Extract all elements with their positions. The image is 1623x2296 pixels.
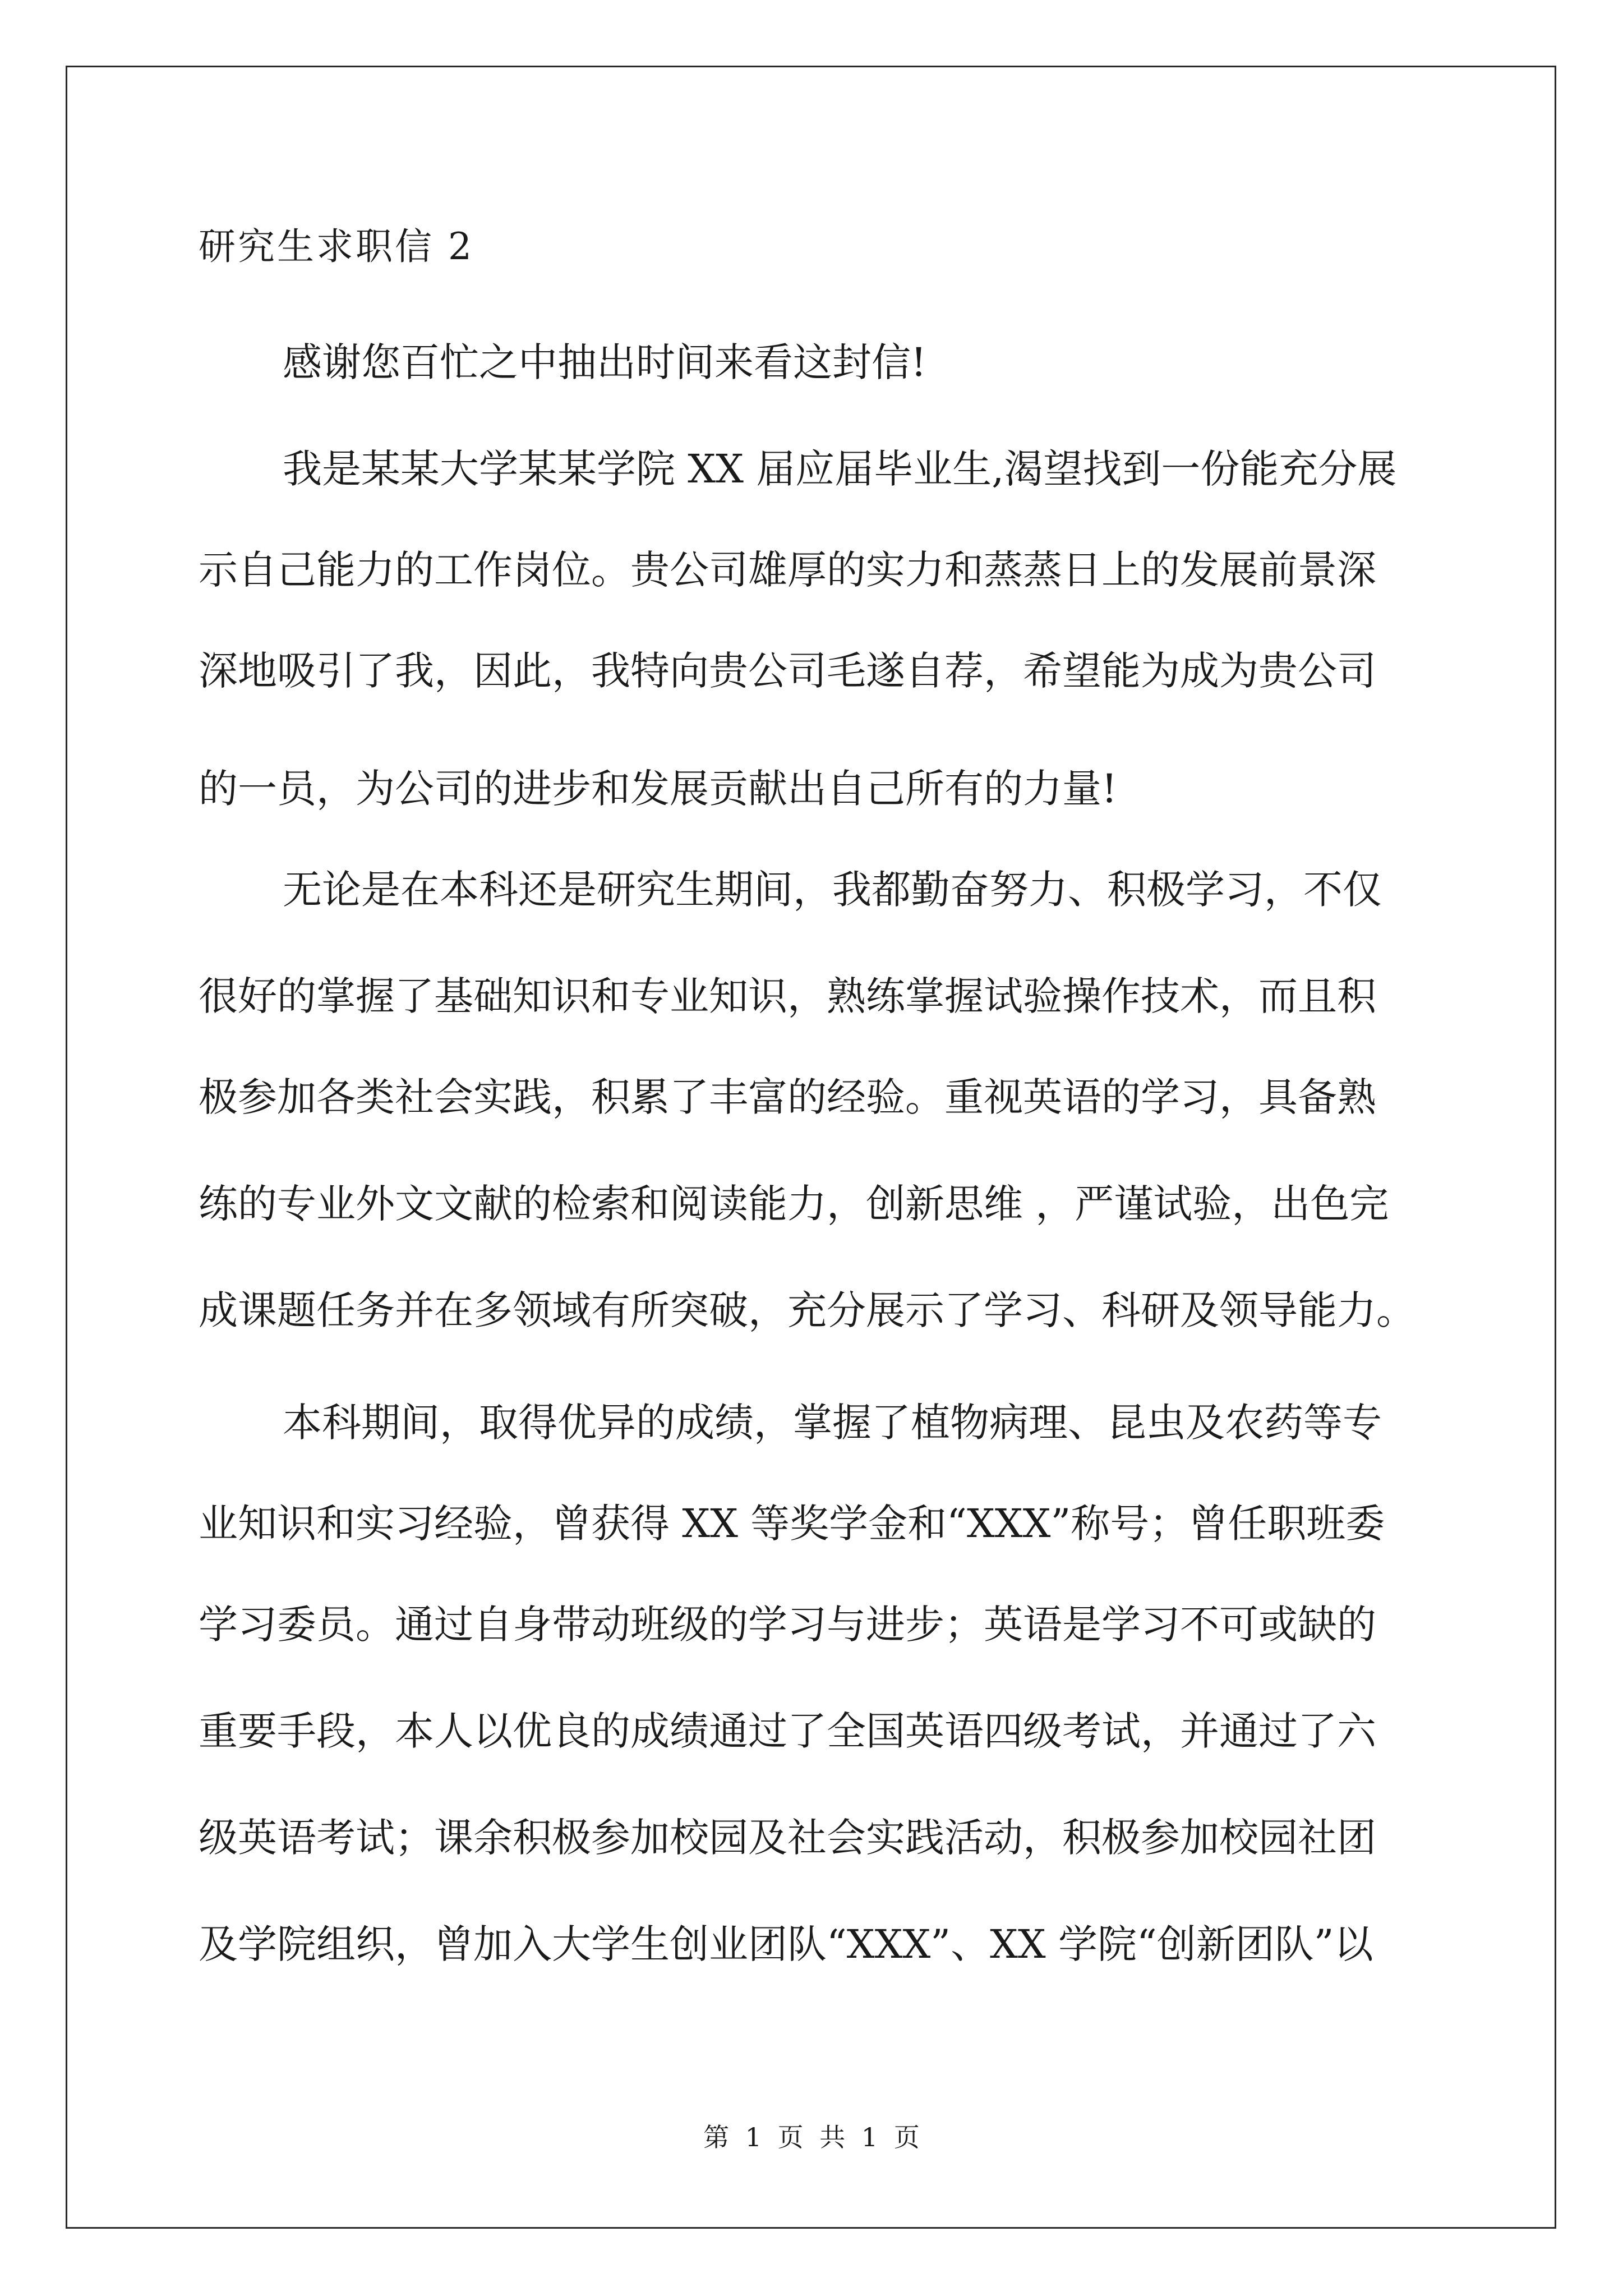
paragraph-line: 很好的掌握了基础知识和专业知识，熟练掌握试验操作技术，而且积 (199, 973, 1376, 1019)
paragraph-line: 级英语考试；课余积极参加校园及社会实践活动，积极参加校园社团 (199, 1815, 1376, 1861)
paragraph-line: 学习委员。通过自身带动班级的学习与进步；英语是学习不可或缺的 (199, 1602, 1376, 1648)
paragraph-line: 业知识和实习经验，曾获得 XX 等奖学金和“XXX”称号；曾任职班委 (199, 1501, 1385, 1547)
paragraph-line: 练的专业外文文献的检索和阅读能力，创新思维 ，严谨试验，出色完 (199, 1181, 1389, 1227)
page-number-footer: 第 1 页 共 1 页 (703, 2122, 920, 2152)
document-title: 研究生求职信 2 (199, 225, 474, 268)
paragraph-line: 及学院组织，曾加入大学生创业团队“XXX”、XX 学院“创新团队”以 (199, 1921, 1373, 1967)
paragraph-line: 本科期间，取得优异的成绩，掌握了植物病理、昆虫及农药等专 (283, 1400, 1382, 1446)
paragraph-line: 重要手段，本人以优良的成绩通过了全国英语四级考试，并通过了六 (199, 1708, 1376, 1754)
paragraph-line: 深地吸引了我，因此，我特向贵公司毛遂自荐，希望能为成为贵公司 (199, 648, 1376, 694)
paragraph-line: 感谢您百忙之中抽出时间来看这封信! (283, 339, 927, 385)
paragraph-line: 极参加各类社会实践，积累了丰富的经验。重视英语的学习，具备熟 (199, 1074, 1376, 1120)
paragraph-line: 成课题任务并在多领域有所突破，充分展示了学习、科研及领导能力。 (199, 1287, 1415, 1333)
paragraph-line: 无论是在本科还是研究生期间，我都勤奋努力、积极学习，不仅 (283, 867, 1382, 913)
paragraph-line: 示自己能力的工作岗位。贵公司雄厚的实力和蒸蒸日上的发展前景深 (199, 547, 1376, 593)
paragraph-line: 的一员，为公司的进步和发展贡献出自己所有的力量! (199, 766, 1118, 812)
paragraph-line: 我是某某大学某某学院 XX 届应届毕业生,渴望找到一份能充分展 (283, 446, 1397, 492)
page-border (66, 66, 1556, 2229)
